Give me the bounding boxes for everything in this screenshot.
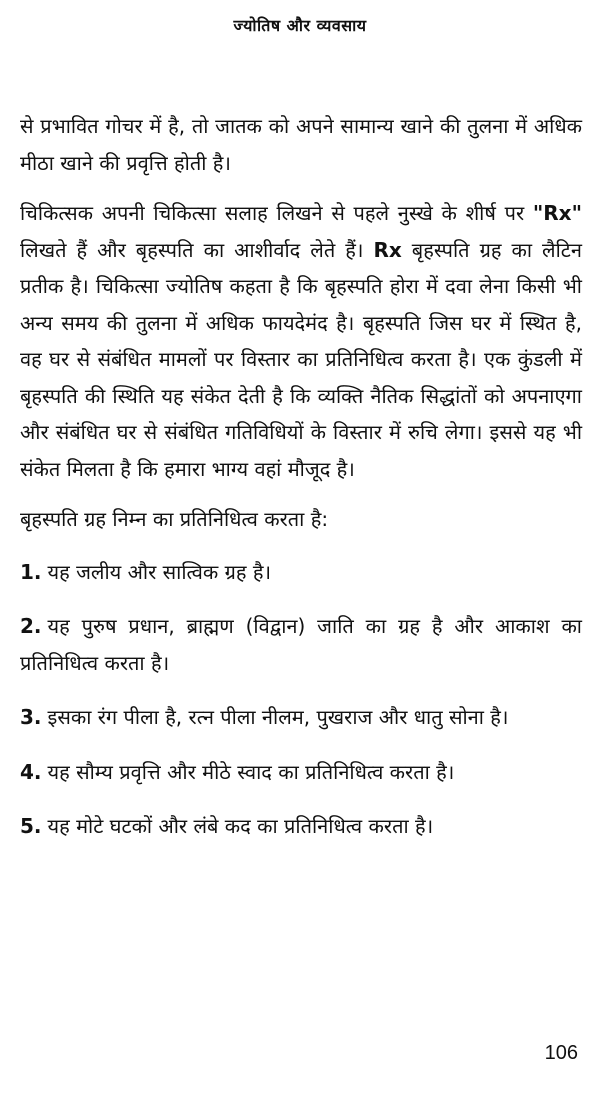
page-number: 106 [544, 1042, 578, 1064]
list-item [20, 554, 582, 591]
paragraph-text-segment: चिकित्सक अपनी चिकित्सा सलाह लिखने से पहले नुस्खे के शीर्ष पर [20, 201, 533, 225]
paragraph-text-segment: लिखते हैं और बृहस्पति का आशीर्वाद लेते हैं। [20, 237, 374, 262]
paragraph-rx-symbol [20, 195, 582, 487]
list-item-number: 5. [20, 814, 42, 838]
list-item-text: इसका रंग पीला है, रत्न पीला नीलम, पुखराज और धातु सोना है। [47, 705, 509, 729]
paragraph-text-segment: बृहस्पति ग्रह का लैटिन प्रतीक है। चिकित्सा ज्योतिष कहता है कि बृहस्पति होरा में दवा लेना किसी भी अन्य समय की तुलना में अधिक फायदेमंद है। बृहस्पति जिस घर में स्थित है, वह घर से संबंधित मामलों पर विस्तार का प्रतिनिधित्व करता है। एक कुंडली में बृहस्पति की स्थिति यह संकेत देती है कि व्यक्ति नैतिक सिद्धांतों को अपनाएगा और संबंधित घर से संबंधित गतिविधियों के विस्तार में रुचि लेगा। इससे यह भी संकेत मिलता है कि हमारा भाग्य वहां मौजूद है। [20, 237, 582, 481]
list-item [20, 754, 582, 791]
list-item-number: 2. [20, 614, 42, 638]
list-item-text: यह सौम्य प्रवृत्ति और मीठे स्वाद का प्रतिनिधित्व करता है। [47, 759, 455, 784]
rx-term: Rx [373, 237, 402, 262]
page-body [20, 108, 582, 863]
list-item [20, 808, 582, 845]
list-item [20, 608, 582, 681]
list-item [20, 699, 582, 736]
list-item-number: 4. [20, 759, 42, 784]
list-item-text: यह जलीय और सात्विक ग्रह है। [47, 559, 272, 584]
list-item-number: 3. [20, 705, 42, 729]
paragraph-sweet-tendency: से प्रभावित गोचर में है, तो जातक को अपने सामान्य खाने की तुलना में अधिक मीठा खाने की प्रवृत्ति होती है। [20, 114, 582, 175]
list-item-text: यह पुरुष प्रधान, ब्राह्मण (विद्वान) जाति का ग्रह है और आकाश का प्रतिनिधित्व करता है। [20, 614, 582, 675]
list-intro: बृहस्पति ग्रह निम्न का प्रतिनिधित्व करता है: [20, 507, 329, 531]
rx-quoted-term: "Rx" [532, 201, 582, 225]
list-item-text: यह मोटे घटकों और लंबे कद का प्रतिनिधित्व करता है। [47, 814, 434, 838]
list-item-number: 1. [20, 559, 42, 584]
running-header: ज्योतिष और व्यवसाय [233, 16, 367, 35]
